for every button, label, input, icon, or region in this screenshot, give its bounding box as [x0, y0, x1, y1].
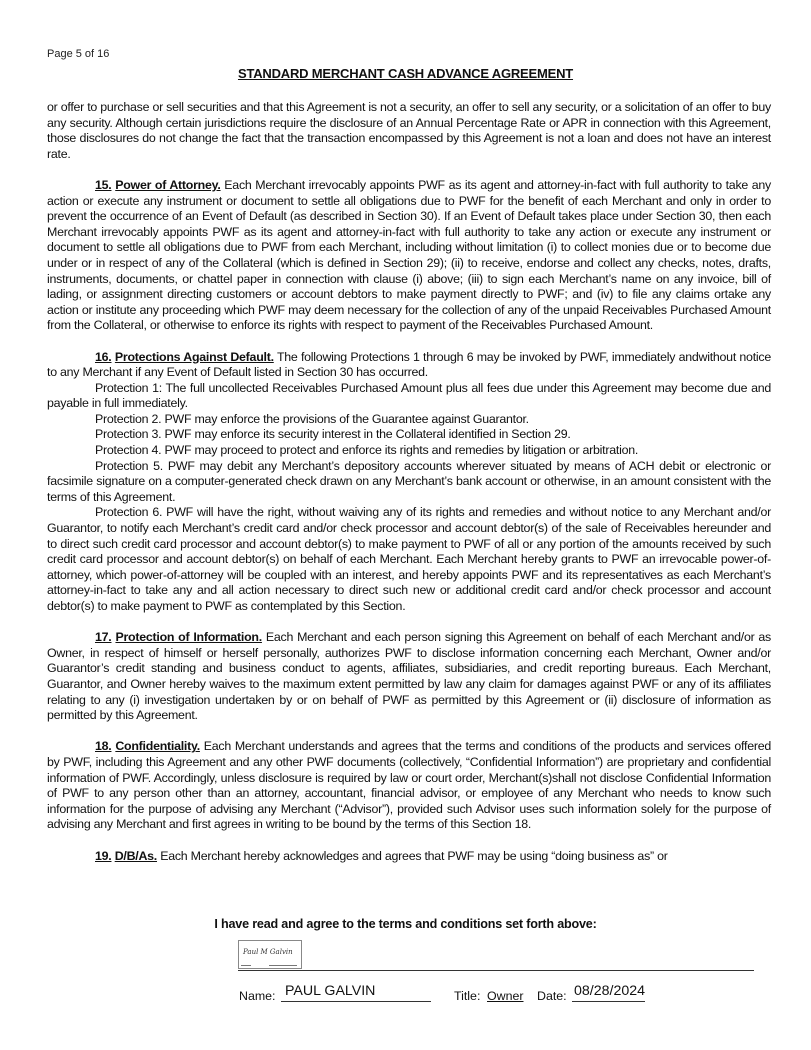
section-title: Protections Against Default.	[114, 349, 274, 364]
section-19	[47, 849, 771, 865]
document-title: STANDARD MERCHANT CASH ADVANCE AGREEMENT	[237, 66, 574, 81]
section-text: Each Merchant hereby acknowledges and agrees that PWF may be using “doing business as” or	[157, 848, 668, 863]
section-title: Power of Attorney.	[115, 177, 221, 192]
date-underline	[572, 1001, 645, 1002]
protection-6: Protection 6. PWF will have the right, without waiving any of its rights and remedies and without notice to any Merchant and/or Guarantor, to notify each Merchant’s credit card and/or check processor and account debtor(s) of the sale of Receivables hereunder and to direct such credit card processor and account debtor(s) to make payment to PWF of all or any portion of the amounts received by such credit card processor and account debtor(s) on behalf of each Merchant. Each Merchant hereby grants to PWF an irrevocable power-of-attorney, which power-of-attorney will be coupled with an interest, and hereby appoints PWF and its representatives as each Merchant’s attorney-in-fact to take any and all action necessary to direct such new or additional credit card and/or check processor and account debtor(s) to make payment to PWF as contemplated by this Section.	[47, 505, 771, 613]
signature-heading: I have read and agree to the terms and conditions set forth above:	[214, 917, 597, 931]
section-title: Confidentiality.	[115, 739, 200, 754]
section-number: 17.	[95, 630, 112, 645]
protection-2: Protection 2. PWF may enforce the provisions of the Guarantee against Guarantor.	[95, 411, 529, 426]
section-title: Protection of Information.	[115, 630, 262, 645]
section-text: Each Merchant irrevocably appoints PWF as its agent and attorney-in-fact with full authority to take any action or execute any instrument or document to settle all obligations due to PWF for the benefit of each Merchant and only in order to prevent the occurrence of an Event of Default (as described in Section 30). If an Event of Default takes place under Section 30, then each Merchant irrevocably appoints PWF as its agent and attorney-in-fact with full authority to take any action or execute any instrument or document to settle all obligations due to PWF from each Merchant, including without limitation (i) to collect monies due or to become due under or in respect of any of the Collateral (which is defined in Section 29); (ii) to receive, endorse and collect any checks, notes, drafts, instruments, documents, or chattel paper in connection with clause (i) above; (iii) to sign each Merchant’s name on any invoice, bill of lading, or assignment directing customers or account debtors to make payment directly to PWF; and (iv) to file any claims ortake any action or institute any proceeding which PWF may deem necessary for the collection of any of the unpaid Receivables Purchased Amount from the Collateral, or otherwise to enforce its rights with respect to payment of the Receivables Purchased Amount.	[47, 177, 771, 333]
protection-3: Protection 3. PWF may enforce its security interest in the Collateral identified in Section 29.	[95, 427, 571, 442]
section-number: 18.	[95, 739, 112, 754]
signature-line	[238, 970, 754, 971]
name-value: PAUL GALVIN	[285, 983, 376, 999]
section-text: Each Merchant understands and agrees that the terms and conditions of the products and services offered by PWF, including this Agreement and any other PWF documents (collectively, “Confidential Information”) are proprietary and confidential information of PWF. Accordingly, unless disclosure is required by law or court order, Merchant(s)shall not disclose Confidential Information of PWF to any person other than an attorney, accountant, financial advisor, or employee of any Merchant who needs to know such information for the purpose of advising any Merchant (“Advisor”), provided such Advisor uses such information solely for the purpose of advising any Merchant and first agrees in writing to be bound by the terms of this Section 18.	[47, 739, 771, 832]
section-18	[47, 739, 771, 833]
signature-scribble: Paul M Galvin	[243, 948, 293, 956]
name-label: Name:	[239, 989, 276, 1003]
section-title: D/B/As.	[114, 848, 158, 863]
section-text: The following Protections 1 through 6 may be invoked by PWF, immediately andwithout notice to any Merchant if any Event of Default listed in Section 30 has occurred.	[47, 349, 771, 380]
section-15	[47, 178, 771, 334]
title-value: Owner	[487, 989, 524, 1003]
protection-4: Protection 4. PWF may proceed to protect and enforce its rights and remedies by litigation or arbitration.	[95, 443, 639, 458]
protection-1: Protection 1: The full uncollected Receivables Purchased Amount plus all fees due under this Agreement may become due and payable in full immediately.	[47, 380, 771, 411]
date-label: Date:	[537, 989, 567, 1003]
section-17	[47, 630, 771, 724]
intro-paragraph: or offer to purchase or sell securities and that this Agreement is not a security, an offer to sell any security, or a solicitation of an offer to buy any security. Although certain jurisdictions require the disclosure of an Annual Percentage Rate or APR in connection with this Agreement, those disclosures do not change the fact that the transaction encompassed by this Agreement is not a loan and does not have an interest rate.	[47, 100, 771, 161]
signature-mark	[241, 965, 251, 966]
section-number: 15.	[95, 177, 112, 192]
section-number: 19.	[95, 848, 112, 863]
section-number: 16.	[95, 349, 112, 364]
title-label: Title:	[454, 989, 481, 1003]
name-underline	[281, 1001, 431, 1002]
date-value: 08/28/2024	[574, 983, 646, 999]
protection-5: Protection 5. PWF may debit any Merchant’s depository accounts wherever situated by means of ACH debit or electronic or facsimile signature on a computer-generated check drawn on any Merchant’s bank account or otherwise, in an amount consistent with the terms of this Agreement.	[47, 458, 771, 504]
document-body	[47, 100, 771, 864]
section-16	[47, 350, 771, 381]
section-text: Each Merchant and each person signing this Agreement on behalf of each Merchant and/or as Owner, in respect of himself or herself personally, authorizes PWF to disclose information concerning each Merchant, Owner and/or Guarantor’s credit standing and business conduct to agents, affiliates, subsidiaries, and credit reporting bureaus. Each Merchant, Guarantor, and Owner hereby waives to the maximum extent permitted by law any claim for damages against PWF or any of its affiliates relating to any (i) investigation undertaken by or on behalf of PWF as permitted by this Agreement or (ii) disclosure of information as permitted by this Agreement.	[47, 630, 772, 723]
signature-mark	[269, 965, 297, 966]
page-number: Page 5 of 16	[47, 48, 110, 60]
signature-image	[238, 940, 302, 969]
